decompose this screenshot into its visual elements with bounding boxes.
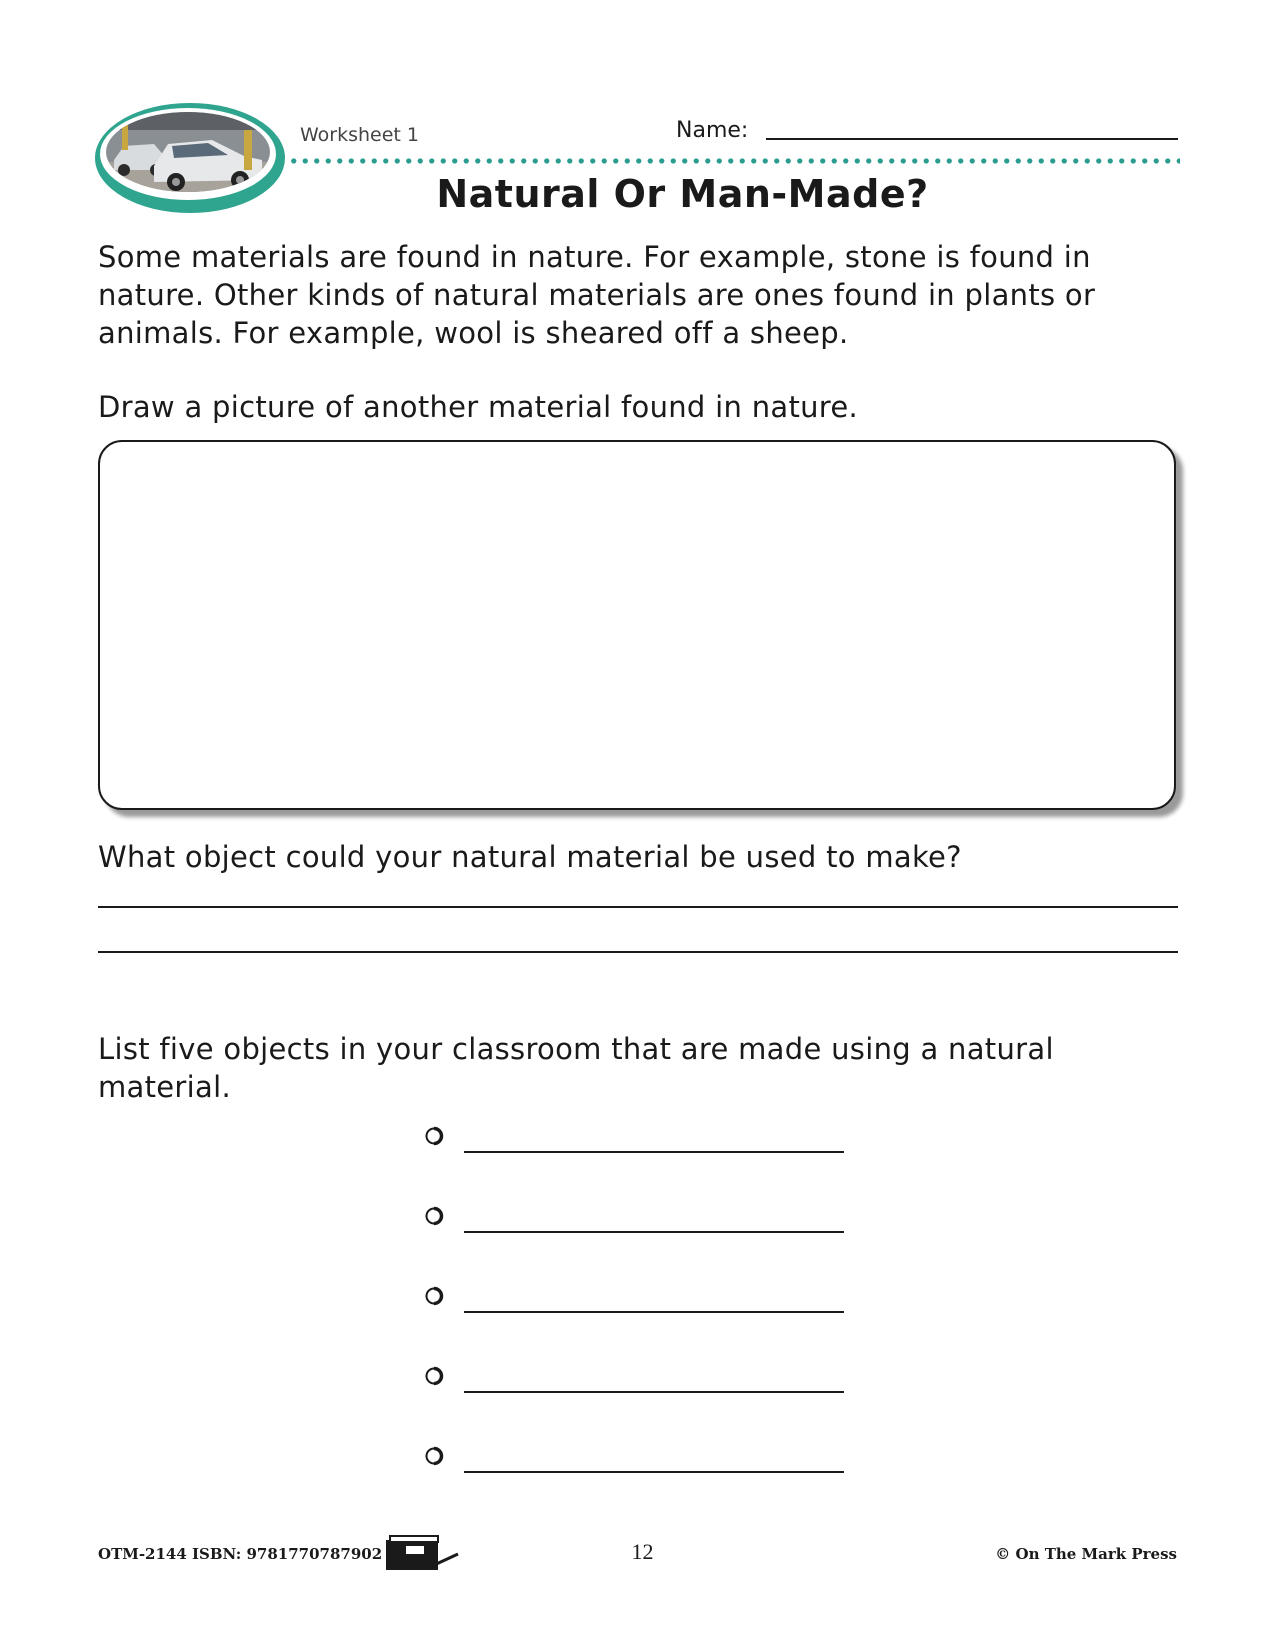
list-answer-line[interactable] [464,1311,844,1313]
name-label: Name: [676,118,749,143]
list-item[interactable] [424,1362,844,1392]
dotted-divider [288,158,1180,164]
circle-bullet-icon [424,1366,444,1386]
circle-bullet-icon [424,1126,444,1146]
answer-line[interactable] [98,906,1178,908]
circle-bullet-icon [424,1206,444,1226]
list-item[interactable] [424,1442,844,1472]
footer-copyright: © On The Mark Press [995,1545,1177,1563]
worksheet-label: Worksheet 1 [300,124,420,146]
name-input-line[interactable] [766,138,1178,140]
list-answer-line[interactable] [464,1471,844,1473]
footer-code: OTM-2144 ISBN: 9781770787902 [98,1545,383,1563]
circle-bullet-icon [424,1446,444,1466]
list-answer-line[interactable] [464,1151,844,1153]
circle-bullet-icon [424,1286,444,1306]
answer-line[interactable] [98,951,1178,953]
page-title: Natural Or Man-Made? [436,172,929,216]
list-item[interactable] [424,1202,844,1232]
list-answer-line[interactable] [464,1391,844,1393]
list-item[interactable] [424,1122,844,1152]
list-answer-line[interactable] [464,1231,844,1233]
intro-paragraph: Some materials are found in nature. For example, stone is found in nature. Other kinds of natural materials are ones found in plants or animals. For example, wool is sheared off a sheep. [98,240,1096,350]
object-prompt: What object could your natural material be used to make? [98,840,962,874]
drawing-area[interactable] [98,440,1176,810]
draw-prompt: Draw a picture of another material found in nature. [98,390,859,424]
list-prompt: List five objects in your classroom that are made using a natural material. [98,1032,1054,1104]
list-item[interactable] [424,1282,844,1312]
page-number: 12 [631,1539,654,1564]
